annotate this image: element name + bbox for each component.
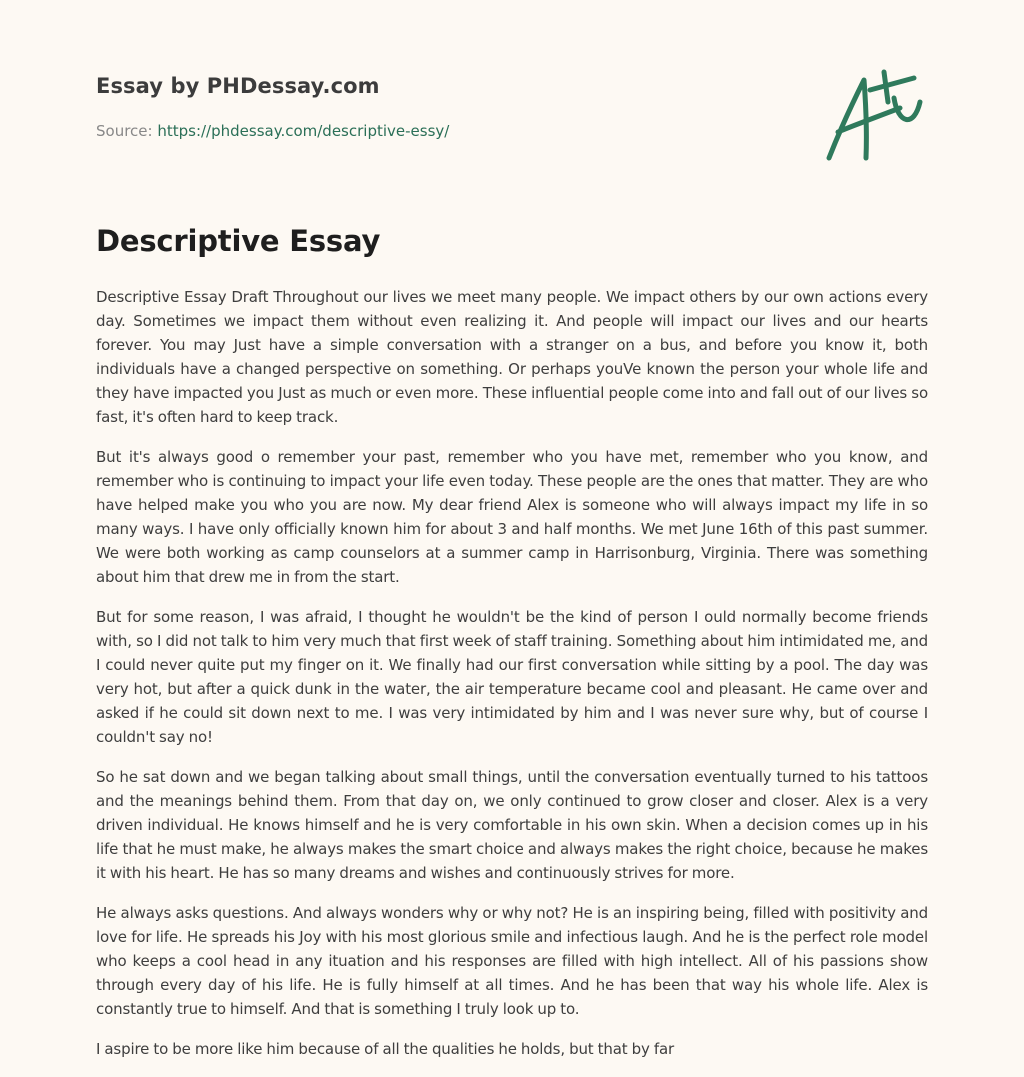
essay-body: [96, 285, 928, 1077]
source-line: [96, 122, 928, 140]
source-link[interactable]: https://phdessay.com/descriptive-essy/: [157, 122, 450, 140]
essay-paragraph: Descriptive Essay Draft Throughout our lives we meet many people. We impact others by our own actions every day. Sometimes we impact them without even realizing it. And people will impact our lives and our hearts forever. You may Just have a simple conversation with a stranger on a bus, and before you know it, both individuals have a changed perspective on something. Or perhaps youVe known the person your whole life and they have impacted you Just as much or even more. These influential people come into and fall out of our lives so fast, it's often hard to keep track.: [96, 288, 928, 426]
page-header: [96, 74, 928, 140]
a-plus-icon: [822, 66, 930, 166]
essay-paragraph: So he sat down and we began talking about small things, until the conversation eventually turned to his tattoos and the meanings behind them. From that day on, we only continued to grow closer and closer. Alex is a very driven individual. He knows himself and he is very comfortable in his own skin. When a decision comes up in his life that he must make, he always makes the smart choice and always makes the right choice, because he makes it with his heart. He has so many dreams and wishes and continuously strives for more.: [96, 768, 928, 882]
essay-paragraph: But for some reason, I was afraid, I thought he wouldn't be the kind of person I ould normally become friends with, so I did not talk to him very much that first week of staff training. Something about him intimidated me, and I could never quite put my finger on it. We finally had our first conversation while sitting by a pool. The day was very hot, but after a quick dunk in the water, the air temperature became cool and pleasant. He came over and asked if he could sit down next to me. I was very intimidated by him and I was never sure why, but of course I couldn't say no!: [96, 608, 928, 746]
essay-paragraph: I aspire to be more like him because of all the qualities he holds, but that by far: [96, 1040, 675, 1058]
essay-paragraph: He always asks questions. And always wonders why or why not? He is an inspiring being, filled with positivity and love for life. He spreads his Joy with his most glorious smile and infectious laugh. And he is the perfect role model who keeps a cool head in any ituation and his responses are filled with high intellect. All of his passions show through every day of his life. He is fully himself at all times. And he has been that way his whole life. Alex is constantly true to himself. And that is something I truly look up to.: [96, 904, 928, 1018]
essay-paragraph: But it's always good o remember your past, remember who you have met, remember who you know, and remember who is continuing to impact your life even today. These people are the ones that matter. They are who have helped make you who you are now. My dear friend Alex is someone who will always impact my life in so many ways. I have only officially known him for about 3 and half months. We met June 16th of this past summer. We were both working as camp counselors at a summer camp in Harrisonburg, Virginia. There was something about him that drew me in from the start.: [96, 448, 928, 586]
brand-title: Essay by PHDessay.com: [96, 74, 380, 98]
essay-title: Descriptive Essay: [96, 224, 381, 258]
source-label: Source:: [96, 122, 158, 140]
